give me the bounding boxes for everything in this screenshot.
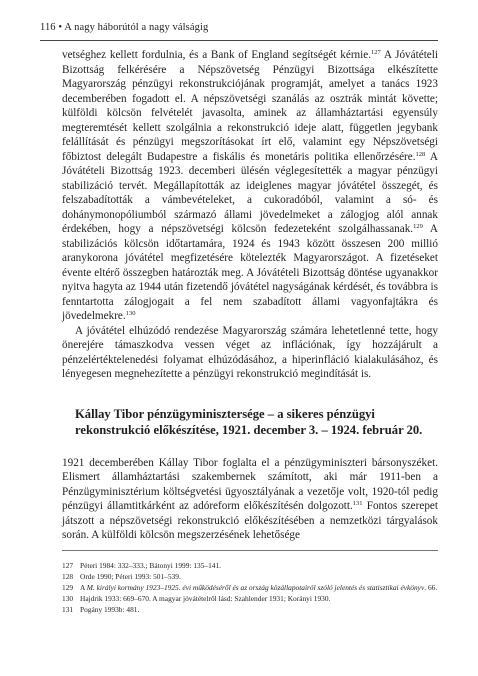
body-paragraph: [62, 456, 438, 543]
text-run: Péteri 1984: 332–333.; Bátonyi 1999: 135–141.: [80, 561, 222, 570]
text-run: Pogány 1993b: 481.: [80, 605, 140, 614]
footnote-rule: [62, 550, 438, 551]
section-heading: Kállay Tibor pénzügyminisztersége – a sikeres pénzügyi rekonstrukció előkészítése, 1921. december 3. – 1924. február 20.: [75, 406, 423, 437]
footnote-number: 131: [62, 605, 74, 614]
text-run: A Jóvátételi Bizottság felkérésére a Népszövetség Pénzügyi Bizottsága elkészítette Magyarország pénzügyi rekonstrukciójának programját, amelyet a tanács 1923 decemberében fogadott el. A népszövetségi szanálás az osztrák mintát követte; külföldi kölcsön felvételét javasolta, aminek az államháztartási egyensúly megteremtését kellett szolgálnia a rekonstrukció ideje alatt, független jegybank felállítását és pénzügyi megszorításokat írt elő, valamint egy Népszövetségi főbiztost delegált Budapestre a fiskális és monetáris politika ellenőrzésére.: [62, 49, 438, 163]
footnote-marker: 131: [352, 500, 363, 507]
paragraph-group: [62, 48, 438, 382]
text-run: A Jóvátételi Bizottság 1923. decemberi ülésén véglegesítették a magyar pénzügyi stabilizáció tervét. Megállapították az ideiglenes magyar jóvátétel összegét, és felszabadították a vámbevételeket, a cukoradóból, valamint a só- és dohánymonopóliumból származó állami jövedelmeket a zálogjog alól annak érdekében, hogy a népszövetségi kölcsön fedezeteként szolgálhassanak.: [62, 150, 438, 235]
footnote-item: [62, 593, 438, 604]
body-paragraph: [62, 324, 438, 382]
footnote-text: [80, 560, 438, 571]
footnote-number: 129: [62, 583, 74, 592]
body-paragraph: [62, 48, 438, 324]
footnote-number: 128: [62, 572, 74, 581]
running-head: 116 • A nagy háborútól a nagy válságig: [40, 22, 209, 33]
text-run: Fontos szerepet játszott a népszövetségi rekonstrukció előkészítésében a nemzetközi tárgyalások során. A külföldi kölcsön megszerzésének lehetősége: [62, 500, 438, 541]
text-run: 1921 decemberében Kállay Tibor foglalta el a pénzügyminiszteri bársonyszéket. Elismert államháztartási szakembernek számított, aki már 1911-ben a Pénzügyminisztérium költségvetési ügyosztályának a vezetője volt, 1920-tól pedig pénzügyi államtitkárként az adóreform előkészítésén dolgozott.: [62, 456, 438, 512]
footnote-number: 127: [62, 561, 74, 570]
text-run: Orde 1990; Péteri 1993: 501–539.: [80, 572, 181, 581]
footnote-marker: 130: [125, 310, 136, 317]
footnote-marker: 128: [415, 150, 426, 158]
footnote-item: [62, 571, 438, 582]
body-text: [62, 48, 438, 543]
footnote-marker: 127: [371, 49, 381, 56]
footnote-text: [80, 604, 438, 615]
footnote-item: [62, 604, 438, 615]
text-run: A jóvátétel elhúzódó rendezése Magyarország számára lehetetlenné tette, hogy önerejére támaszkodva vessen véget az inflációnak, így hozzájárult a pénzelértéktelenedési folyamat elhúzódásához, a hiperinfláció kialakulásához, és lényegesen megnehezítette a pénzügyi rekonstrukció megindítását is.: [62, 324, 438, 380]
footnote-item: [62, 560, 438, 571]
text-run: . 66.: [424, 583, 438, 592]
header-rule: [40, 40, 438, 41]
footnote-text: [80, 571, 438, 582]
text-run: A: [80, 583, 87, 592]
footnote-item: [62, 582, 438, 593]
italic-title: M. királyi kormány 1923–1925. évi működéséről és az ország közállapotairól szóló jelentés és statisztikai évkönyv: [86, 583, 425, 592]
text-run: Hajdrik 1933: 669–670. A magyar jóvátételről lásd: Szahlender 1931; Korányi 1930.: [80, 594, 331, 603]
paragraph-group-after-heading: [62, 456, 438, 543]
footnote-marker: 129: [413, 223, 423, 230]
footnote-text: [80, 582, 438, 593]
text-run: vetséghez kellett fordulnia, és a Bank of England segítségét kérnie.: [62, 49, 372, 61]
footnote-number: 130: [62, 594, 74, 603]
footnote-text: [80, 593, 438, 604]
footnotes: [62, 560, 438, 615]
text-run: A stabilizációs kölcsön időtartamára, 1924 és 1943 között összesen 200 millió aranykorona jóvátétel megfizetésére kötelezték Magyarországot. A fizetéseket évente eltérő összegben határozták meg. A Jóvátételi Bizottság döntése ugyanakkor nyitva hagyta az 1944 után fizetendő jóvátétel nagyságának kérdését, és továbbra is fenntartotta zálogjogait a fel nem szabadított állami vagyonfajtákra és jövedelmekre.: [62, 223, 438, 322]
